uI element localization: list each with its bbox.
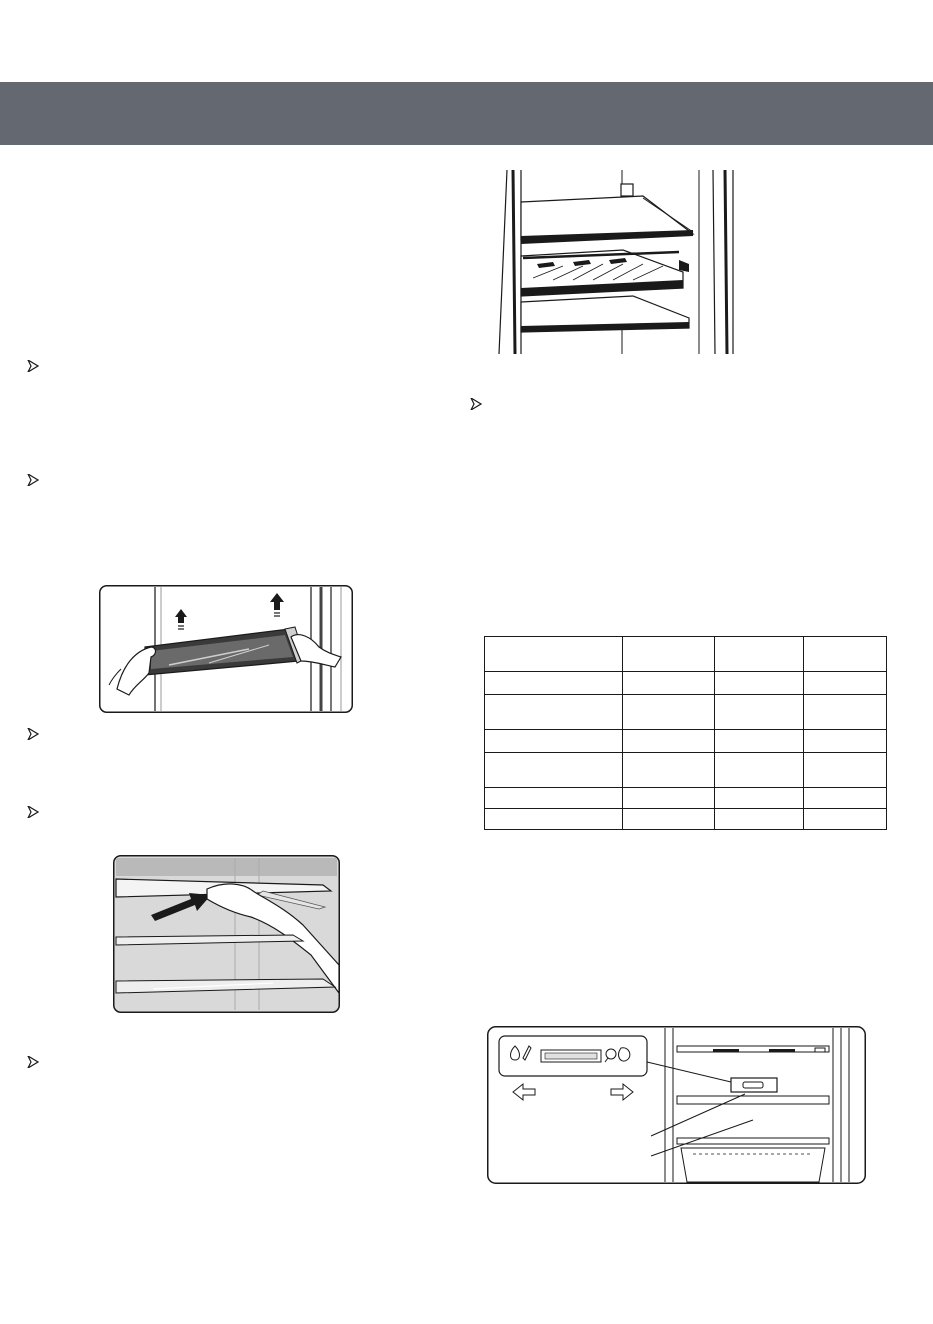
table-cell (623, 730, 715, 753)
table-cell (804, 788, 887, 809)
table-row (485, 695, 887, 730)
table-row (485, 730, 887, 753)
hands-lifting-door-bin-illustration (99, 585, 353, 713)
table-cell (715, 637, 804, 672)
table-cell (623, 672, 715, 695)
table-row (485, 672, 887, 695)
table-cell (715, 730, 804, 753)
table-cell (485, 637, 623, 672)
arrowhead-bullet (27, 806, 39, 818)
table-cell (715, 788, 804, 809)
table-row (485, 809, 887, 830)
table-cell (485, 730, 623, 753)
table-cell (623, 695, 715, 730)
arrowhead-bullet (27, 728, 39, 740)
table-cell (715, 672, 804, 695)
table-cell (485, 809, 623, 830)
table-cell (804, 672, 887, 695)
table-cell (804, 753, 887, 788)
arrowhead-bullet (27, 1056, 39, 1068)
crisper-humidity-slider-illustration (487, 1026, 866, 1184)
hand-sliding-glass-shelf-illustration (113, 855, 340, 1013)
fridge-shelves-line-drawing (493, 168, 738, 356)
table-cell (485, 788, 623, 809)
table-row (485, 753, 887, 788)
table-cell (804, 809, 887, 830)
arrowhead-bullet (27, 474, 39, 486)
table-cell (715, 753, 804, 788)
arrowhead-bullet (470, 398, 482, 410)
specs-table (484, 636, 887, 830)
table-cell (485, 753, 623, 788)
table-cell (804, 730, 887, 753)
table-cell (623, 788, 715, 809)
table-cell (715, 695, 804, 730)
table-cell (715, 809, 804, 830)
table-cell (804, 637, 887, 672)
table-cell (485, 695, 623, 730)
table-cell (623, 637, 715, 672)
header-band (0, 82, 933, 145)
table-cell (623, 753, 715, 788)
table-cell (804, 695, 887, 730)
table-cell (485, 672, 623, 695)
table-row (485, 637, 887, 672)
table-cell (623, 809, 715, 830)
arrowhead-bullet (27, 360, 39, 372)
table-row (485, 788, 887, 809)
